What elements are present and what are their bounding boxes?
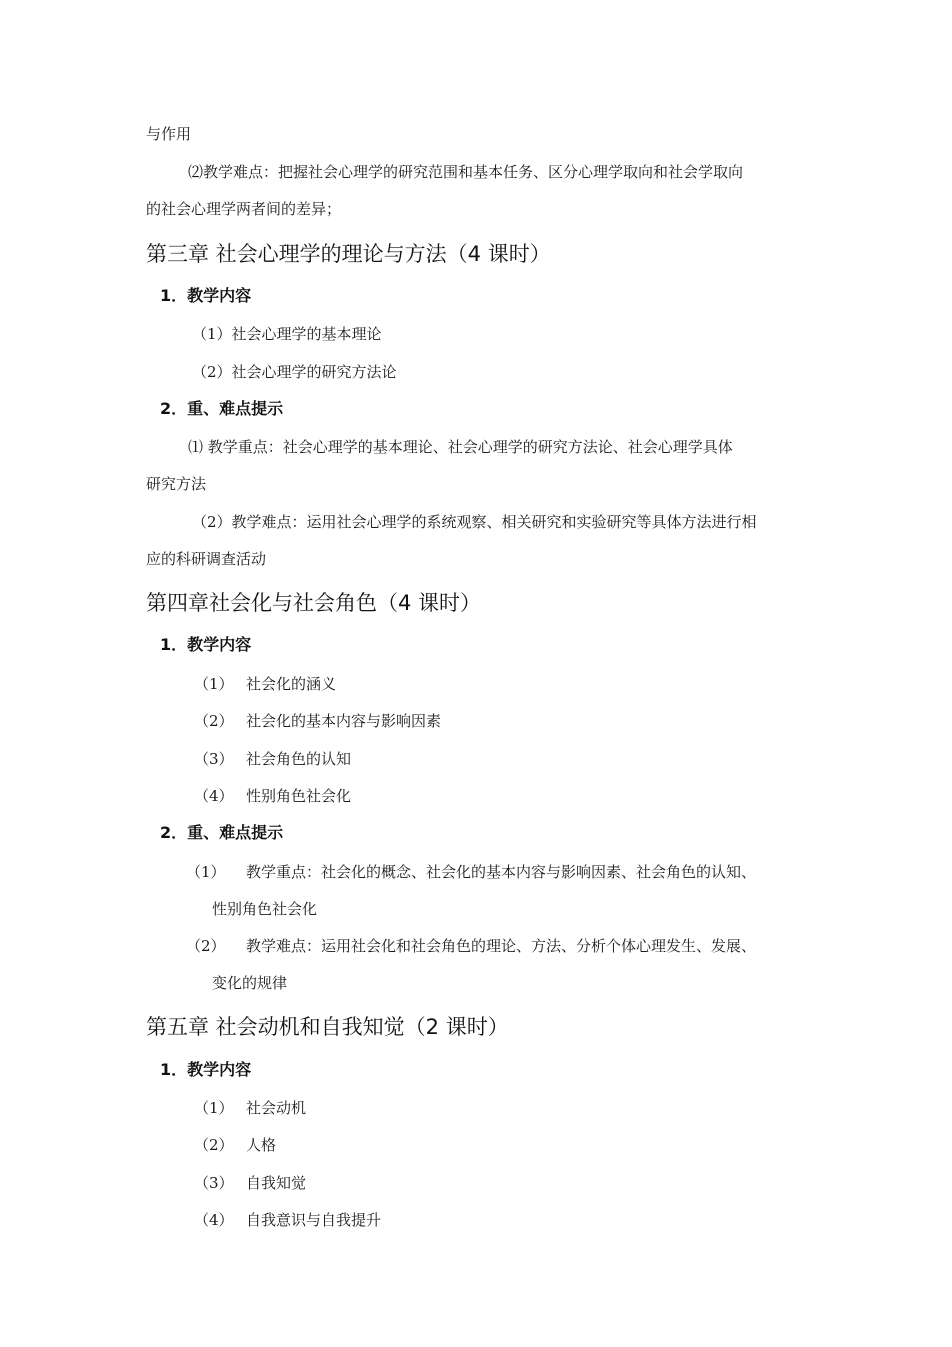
ch5-item-number: （4） bbox=[194, 1211, 234, 1229]
ch3-content-item: （1）社会心理学的基本理论 bbox=[192, 325, 382, 343]
ch4-key-number: （2） bbox=[186, 937, 226, 955]
chapter-4-title: 第四章社会化与社会角色（4 课时） bbox=[146, 591, 482, 615]
ch5-item-text: 人格 bbox=[246, 1136, 277, 1154]
ch3-key-point-2: （2）教学难点：运用社会心理学的系统观察、相关研究和实验研究等具体方法进行相 bbox=[192, 513, 757, 531]
ch4-item-text: 社会化的涵义 bbox=[246, 675, 337, 693]
ch4-key-point-2: 教学难点：运用社会化和社会角色的理论、方法、分析个体心理发生、发展、 bbox=[246, 937, 757, 955]
chapter-3-title: 第三章 社会心理学的理论与方法（4 课时） bbox=[146, 242, 551, 266]
ch5-item-number: （3） bbox=[194, 1174, 234, 1192]
ch4-item-number: （4） bbox=[194, 787, 234, 805]
ch3-key-point-2-cont: 应的科研调查活动 bbox=[146, 550, 267, 568]
ch4-item-number: （1） bbox=[194, 675, 234, 693]
ch3-key-point-1: ⑴ 教学重点：社会心理学的基本理论、社会心理学的研究方法论、社会心理学具体 bbox=[188, 438, 733, 456]
ch4-key-point-1-cont: 性别角色社会化 bbox=[212, 900, 318, 918]
chapter-5-title: 第五章 社会动机和自我知觉（2 课时） bbox=[146, 1015, 509, 1039]
paragraph-line: 与作用 bbox=[146, 125, 192, 143]
ch4-key-heading: 2．重、难点提示 bbox=[160, 823, 284, 842]
ch4-key-point-1: 教学重点：社会化的概念、社会化的基本内容与影响因素、社会角色的认知、 bbox=[246, 863, 757, 881]
ch4-item-number: （2） bbox=[194, 712, 234, 730]
ch4-key-point-2-cont: 变化的规律 bbox=[212, 974, 288, 992]
ch5-item-text: 社会动机 bbox=[246, 1099, 307, 1117]
ch5-content-heading: 1．教学内容 bbox=[160, 1060, 252, 1079]
ch3-content-heading: 1．教学内容 bbox=[160, 286, 252, 305]
paragraph-line: ⑵教学难点：把握社会心理学的研究范围和基本任务、区分心理学取向和社会学取向 bbox=[188, 163, 744, 181]
ch3-key-point-1-cont: 研究方法 bbox=[146, 475, 207, 493]
ch4-item-number: （3） bbox=[194, 750, 234, 768]
ch4-item-text: 社会化的基本内容与影响因素 bbox=[246, 712, 442, 730]
ch5-item-number: （1） bbox=[194, 1099, 234, 1117]
ch3-content-item: （2）社会心理学的研究方法论 bbox=[192, 363, 397, 381]
ch4-key-number: （1） bbox=[186, 863, 226, 881]
ch5-item-text: 自我意识与自我提升 bbox=[246, 1211, 382, 1229]
ch3-key-heading: 2．重、难点提示 bbox=[160, 399, 284, 418]
ch5-item-text: 自我知觉 bbox=[246, 1174, 307, 1192]
ch4-item-text: 社会角色的认知 bbox=[246, 750, 352, 768]
ch4-content-heading: 1．教学内容 bbox=[160, 635, 252, 654]
paragraph-line: 的社会心理学两者间的差异； bbox=[146, 200, 342, 218]
ch4-item-text: 性别角色社会化 bbox=[246, 787, 352, 805]
ch5-item-number: （2） bbox=[194, 1136, 234, 1154]
